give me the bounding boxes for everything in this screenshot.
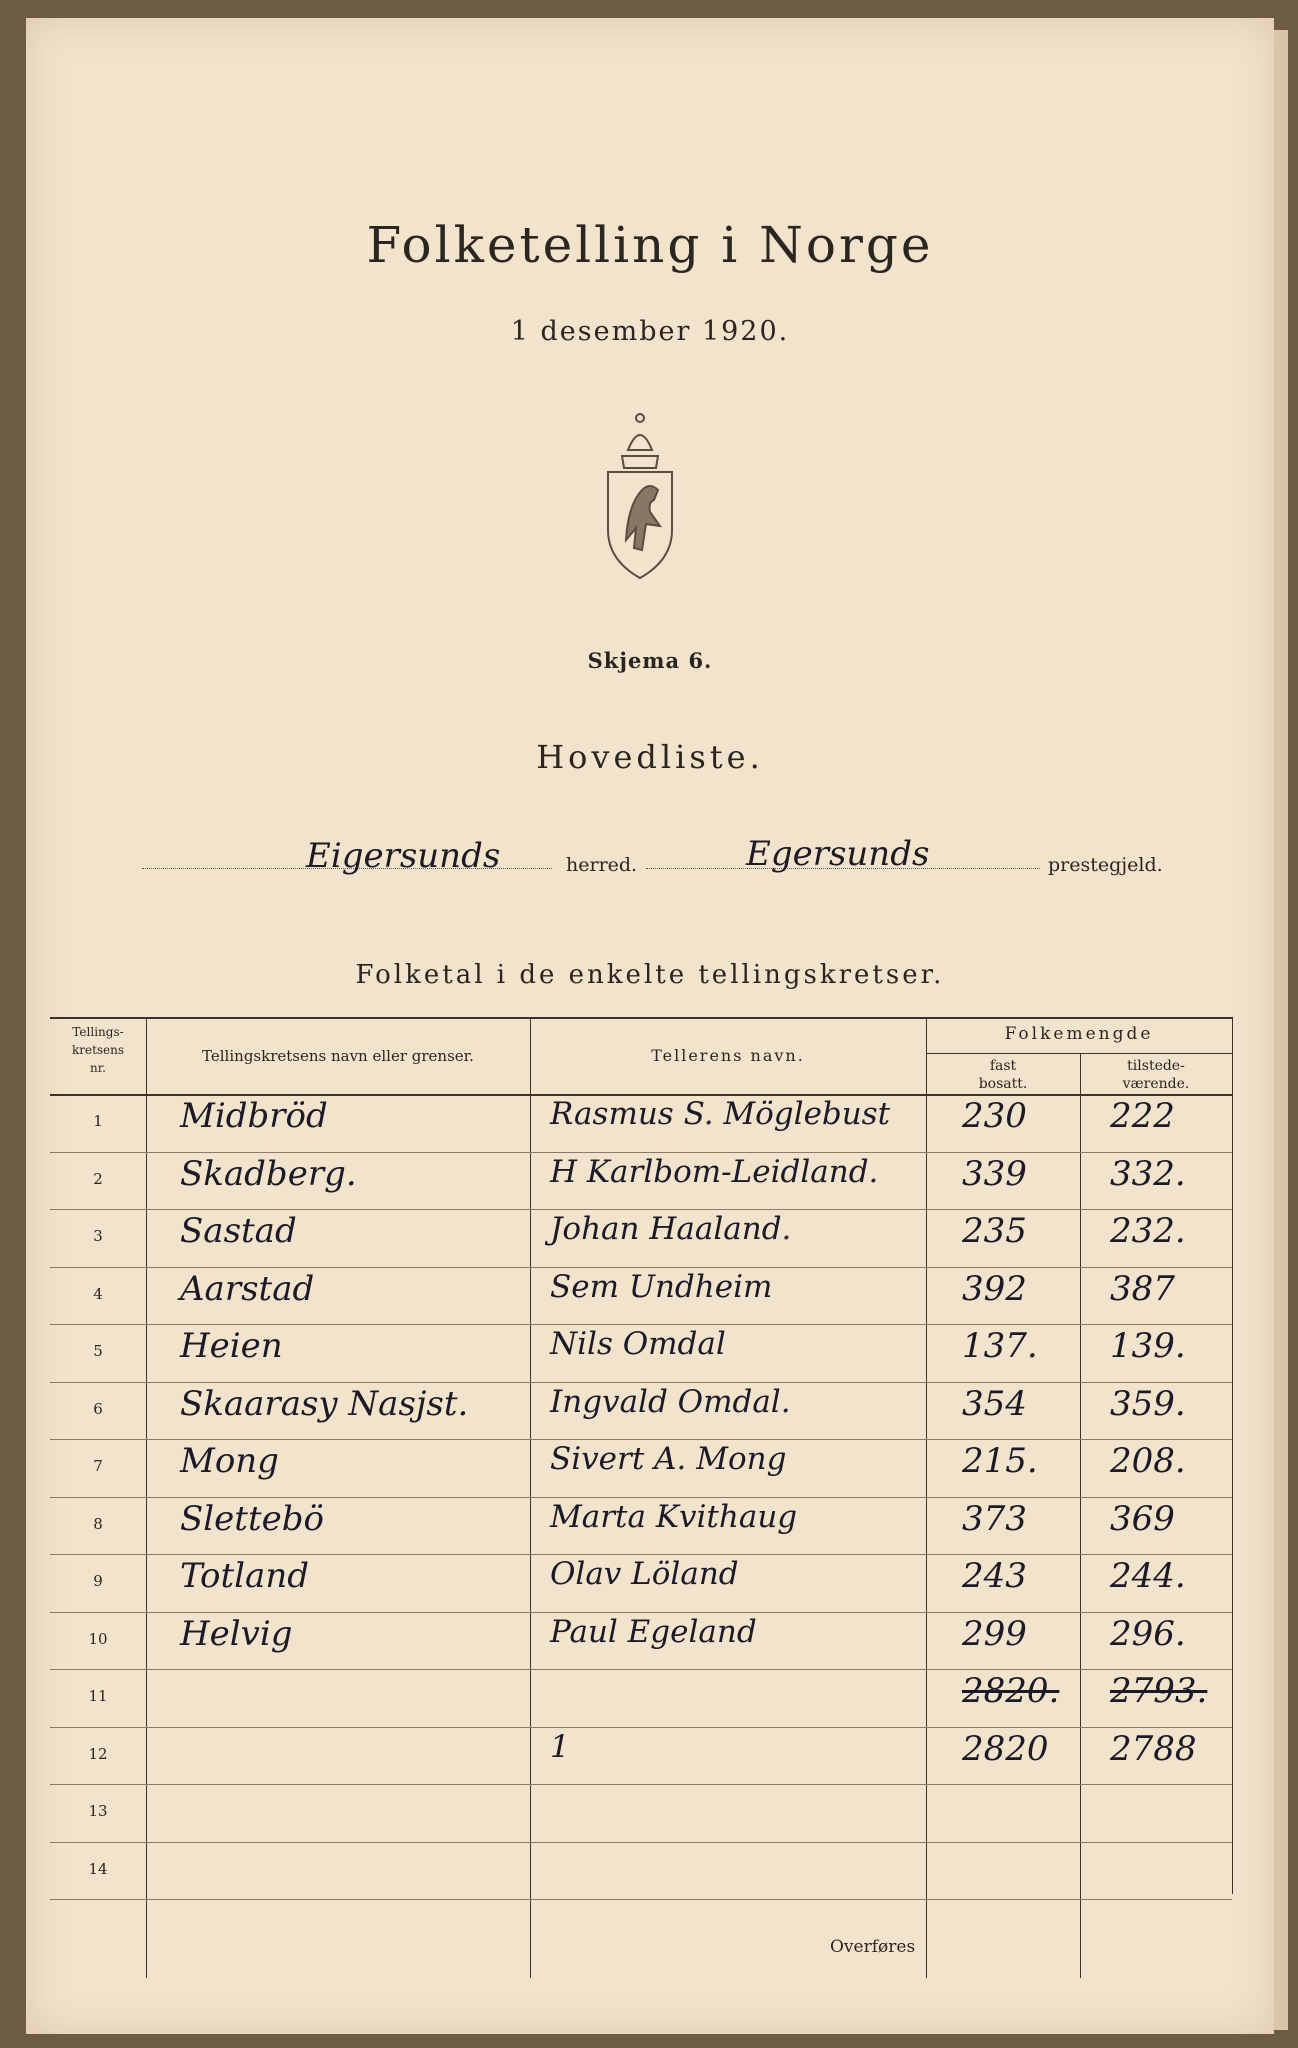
tilstede-value: 208. — [1110, 1441, 1186, 1481]
prestegjeld-label: prestegjeld. — [1048, 854, 1163, 876]
fast-bosatt-value: 235 — [962, 1211, 1027, 1251]
district-name: Helvig — [180, 1613, 293, 1654]
district-name: Midbröd — [180, 1096, 328, 1136]
tilstede-value: 244. — [1110, 1556, 1186, 1596]
fast-bosatt-value: 373 — [962, 1498, 1027, 1539]
prestegjeld-value: Egersunds — [746, 834, 930, 874]
tilstede-value: 222 — [1110, 1096, 1175, 1136]
row-number: 10 — [88, 1629, 108, 1648]
table-row — [50, 1784, 1232, 1842]
row-number: 6 — [93, 1399, 103, 1418]
row-number: 8 — [93, 1514, 103, 1533]
row-number: 11 — [88, 1687, 108, 1705]
tilstede-value: 2793. — [1110, 1671, 1208, 1711]
form-date: 1 desember 1920. — [510, 316, 790, 347]
district-name: Slettebö — [180, 1498, 324, 1539]
row-number: 14 — [88, 1859, 108, 1878]
enumerator-name: Paul Egeland — [550, 1613, 757, 1650]
fast-bosatt-value: 230 — [962, 1096, 1027, 1136]
enumerator-name: Ingvald Omdal. — [550, 1383, 791, 1420]
table-row — [50, 1152, 1232, 1210]
district-name: Sastad — [180, 1211, 297, 1251]
municipality-line — [26, 834, 1274, 890]
tilstede-value: 2788 — [1110, 1728, 1197, 1769]
table-row — [50, 1497, 1232, 1555]
norwegian-lion-crest-icon — [598, 410, 682, 582]
enumerator-name: Marta Kvithaug — [550, 1498, 798, 1535]
district-name: Heien — [180, 1326, 283, 1366]
table-row — [50, 1612, 1232, 1670]
row-number: 12 — [88, 1744, 108, 1763]
row-number: 5 — [93, 1342, 103, 1360]
row-number: 9 — [93, 1572, 103, 1590]
fast-bosatt-value: 339 — [962, 1153, 1027, 1194]
table-row — [50, 1382, 1232, 1440]
row-number: 2 — [93, 1169, 103, 1188]
row-number: 7 — [93, 1457, 103, 1475]
tilstede-value: 139. — [1110, 1326, 1186, 1366]
row-number: 1 — [93, 1112, 103, 1130]
table-heading: Folketal i de enkelte tellingskretser. — [355, 960, 945, 990]
table-row — [50, 1727, 1232, 1785]
district-name: Skadberg. — [180, 1153, 357, 1194]
fast-bosatt-value: 2820 — [962, 1728, 1049, 1769]
district-name: Mong — [180, 1441, 279, 1481]
page-edge — [1274, 30, 1288, 2030]
table-row — [50, 1324, 1232, 1382]
enumerator-name: Johan Haaland. — [550, 1211, 792, 1247]
fast-bosatt-value: 2820. — [962, 1671, 1060, 1711]
row-number: 13 — [88, 1802, 108, 1820]
tilstede-value: 359. — [1110, 1383, 1186, 1424]
header-teller: Tellerens navn. — [651, 1046, 805, 1065]
header-folkemengde: Folkemengde — [1004, 1024, 1154, 1044]
enumerator-name: Olav Löland — [550, 1556, 739, 1592]
fast-bosatt-value: 299 — [962, 1613, 1027, 1654]
col-divider-5 — [1232, 1017, 1233, 1894]
enumerator-name: Sivert A. Mong — [550, 1441, 787, 1477]
table-row — [50, 1209, 1232, 1267]
fast-bosatt-value: 243 — [962, 1556, 1027, 1596]
header-name: Tellingskretsens navn eller grenser. — [202, 1047, 474, 1065]
carry-over-label: Overføres — [830, 1937, 916, 1957]
enumerator-name: Nils Omdal — [550, 1326, 726, 1362]
district-name: Aarstad — [180, 1268, 315, 1309]
table-row — [50, 1439, 1232, 1497]
enumerator-name: Sem Undheim — [550, 1268, 773, 1305]
table-row — [50, 1094, 1232, 1152]
tilstede-value: 296. — [1110, 1613, 1186, 1654]
herred-value: Eigersunds — [306, 836, 501, 876]
census-form-page — [26, 18, 1274, 2034]
tilstede-value: 369 — [1110, 1498, 1175, 1539]
enumerator-name: H Karlbom-Leidland. — [550, 1153, 879, 1190]
header-tilstede: tilstede- værende. — [1122, 1058, 1190, 1092]
table-row — [50, 1842, 1232, 1900]
fast-bosatt-value: 392 — [962, 1268, 1027, 1309]
district-name: Totland — [180, 1556, 309, 1596]
enumerator-name: 1 — [550, 1728, 570, 1765]
header-nr: Tellings- kretsens nr. — [71, 1025, 125, 1075]
fast-bosatt-value: 354 — [962, 1383, 1027, 1424]
tilstede-value: 387 — [1110, 1268, 1175, 1309]
row-number: 4 — [93, 1284, 103, 1303]
table-row — [50, 1267, 1232, 1325]
fast-bosatt-value: 137. — [962, 1326, 1038, 1366]
header-fast: fast bosatt. — [978, 1058, 1028, 1092]
folkemengde-rule — [926, 1053, 1232, 1054]
list-heading: Hovedliste. — [536, 738, 764, 776]
table-top-rule — [50, 1017, 1232, 1019]
fast-bosatt-value: 215. — [962, 1441, 1038, 1481]
table-row — [50, 1554, 1232, 1612]
row-rule — [50, 1899, 1232, 1900]
table-row — [50, 1669, 1232, 1727]
form-title: Folketelling i Norge — [366, 216, 934, 274]
census-table — [50, 1017, 1260, 1978]
row-number: 3 — [93, 1227, 103, 1245]
schema-label: Skjema 6. — [587, 648, 713, 673]
tilstede-value: 332. — [1110, 1153, 1186, 1194]
tilstede-value: 232. — [1110, 1211, 1186, 1251]
enumerator-name: Rasmus S. Möglebust — [550, 1096, 891, 1132]
district-name: Skaarasy Nasjst. — [180, 1383, 469, 1424]
herred-label: herred. — [566, 854, 638, 876]
